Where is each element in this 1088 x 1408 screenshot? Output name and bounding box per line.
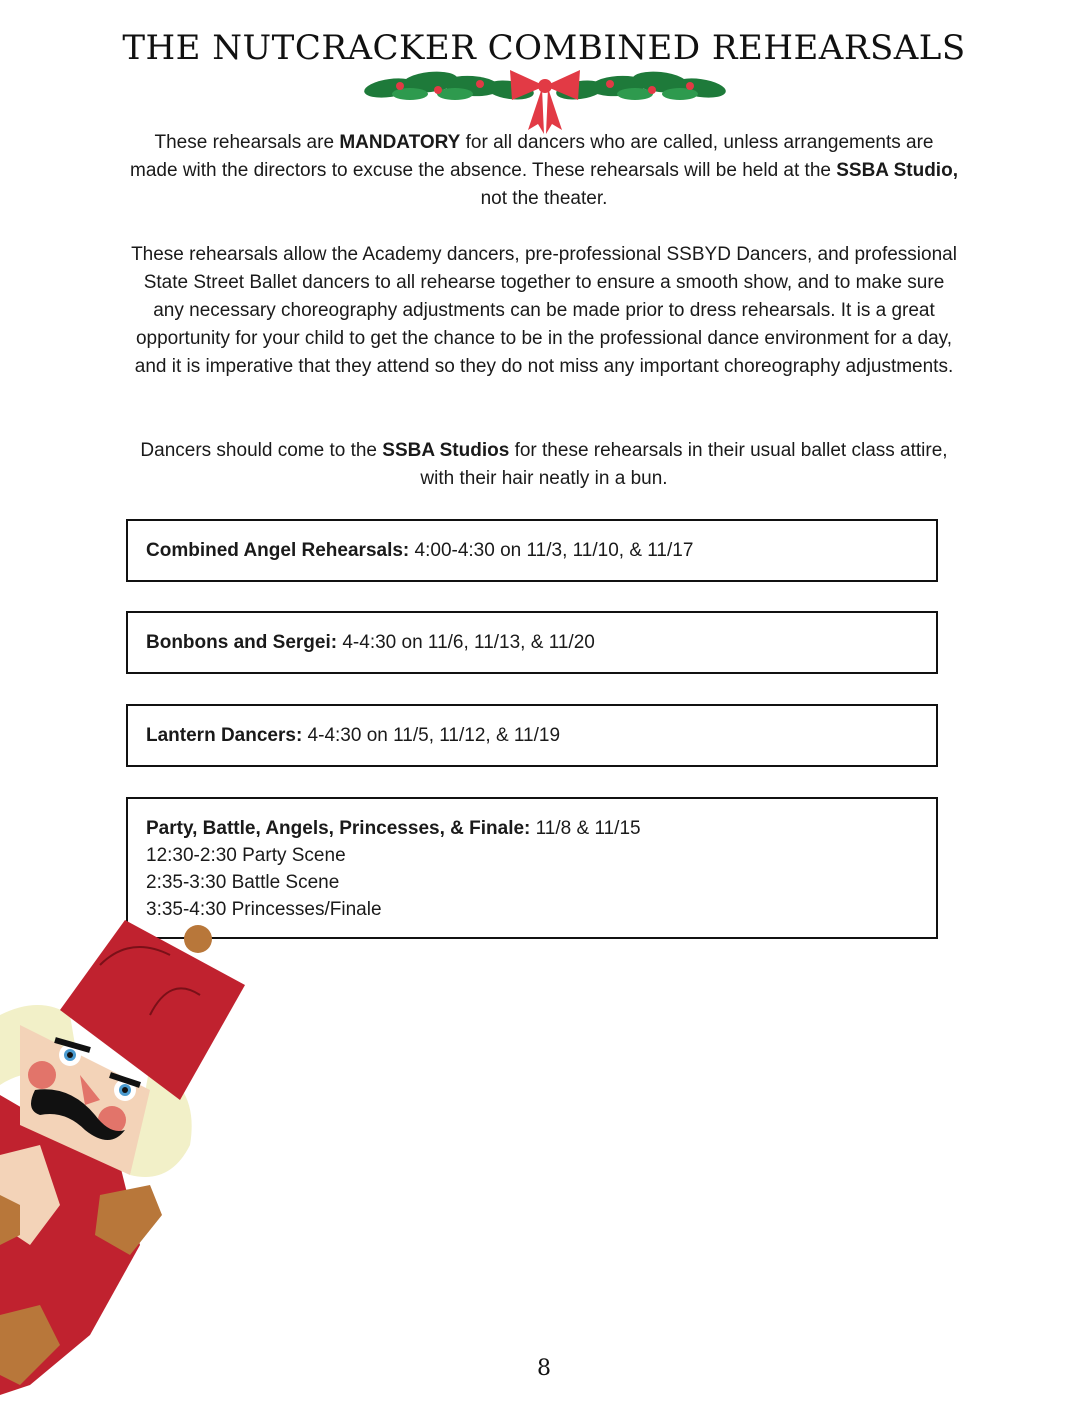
intro-paragraph-purpose: These rehearsals allow the Academy dancers, pre-professional SSBYD Dancers, and professional State Street Ballet dancers to all rehearse together to ensure a smooth show, and to make sure any necessary choreography adjustments can be made prior to dress rehearsals. It is a great opportunity for your child to get the chance to be in the professional dance environment for a day, and it is imperative that they attend so they do not miss any important choreography adjustments. (131, 244, 957, 377)
holly-garland-bow-icon (360, 64, 730, 138)
schedule-box-party-battle: Party, Battle, Angels, Princesses, & Finale: 11/8 & 11/15 12:30-2:30 Party Scene 2:35-3:30 Battle Scene 3:35-4:30 Princesses/Finale (126, 797, 938, 939)
schedule-box-lanterns: Lantern Dancers: 4-4:30 on 11/5, 11/12, & 11/19 (126, 704, 938, 767)
page-title: THE NUTCRACKER COMBINED REHEARSALS (122, 28, 966, 68)
schedule-box-bonbons: Bonbons and Sergei: 4-4:30 on 11/6, 11/13, & 11/20 (126, 611, 938, 674)
schedule-line: 3:35-4:30 Princesses/Finale (146, 899, 382, 920)
nutcracker-illustration-icon (0, 915, 250, 1408)
intro-paragraph-mandatory: These rehearsals are MANDATORY for all dancers who are called, unless arrangements are made with the directors to excuse the absence. These rehearsals will be held at the SSBA Studio, not the theater. (130, 132, 958, 209)
intro-paragraph-attire: Dancers should come to the SSBA Studios for these rehearsals in their usual ballet class attire, with their hair neatly in a bun. (140, 440, 948, 489)
page-number: 8 (537, 1356, 551, 1381)
schedule-line: 12:30-2:30 Party Scene (146, 845, 346, 866)
schedule-line: 2:35-3:30 Battle Scene (146, 872, 340, 893)
schedule-box-angels: Combined Angel Rehearsals: 4:00-4:30 on 11/3, 11/10, & 11/17 (126, 519, 938, 582)
